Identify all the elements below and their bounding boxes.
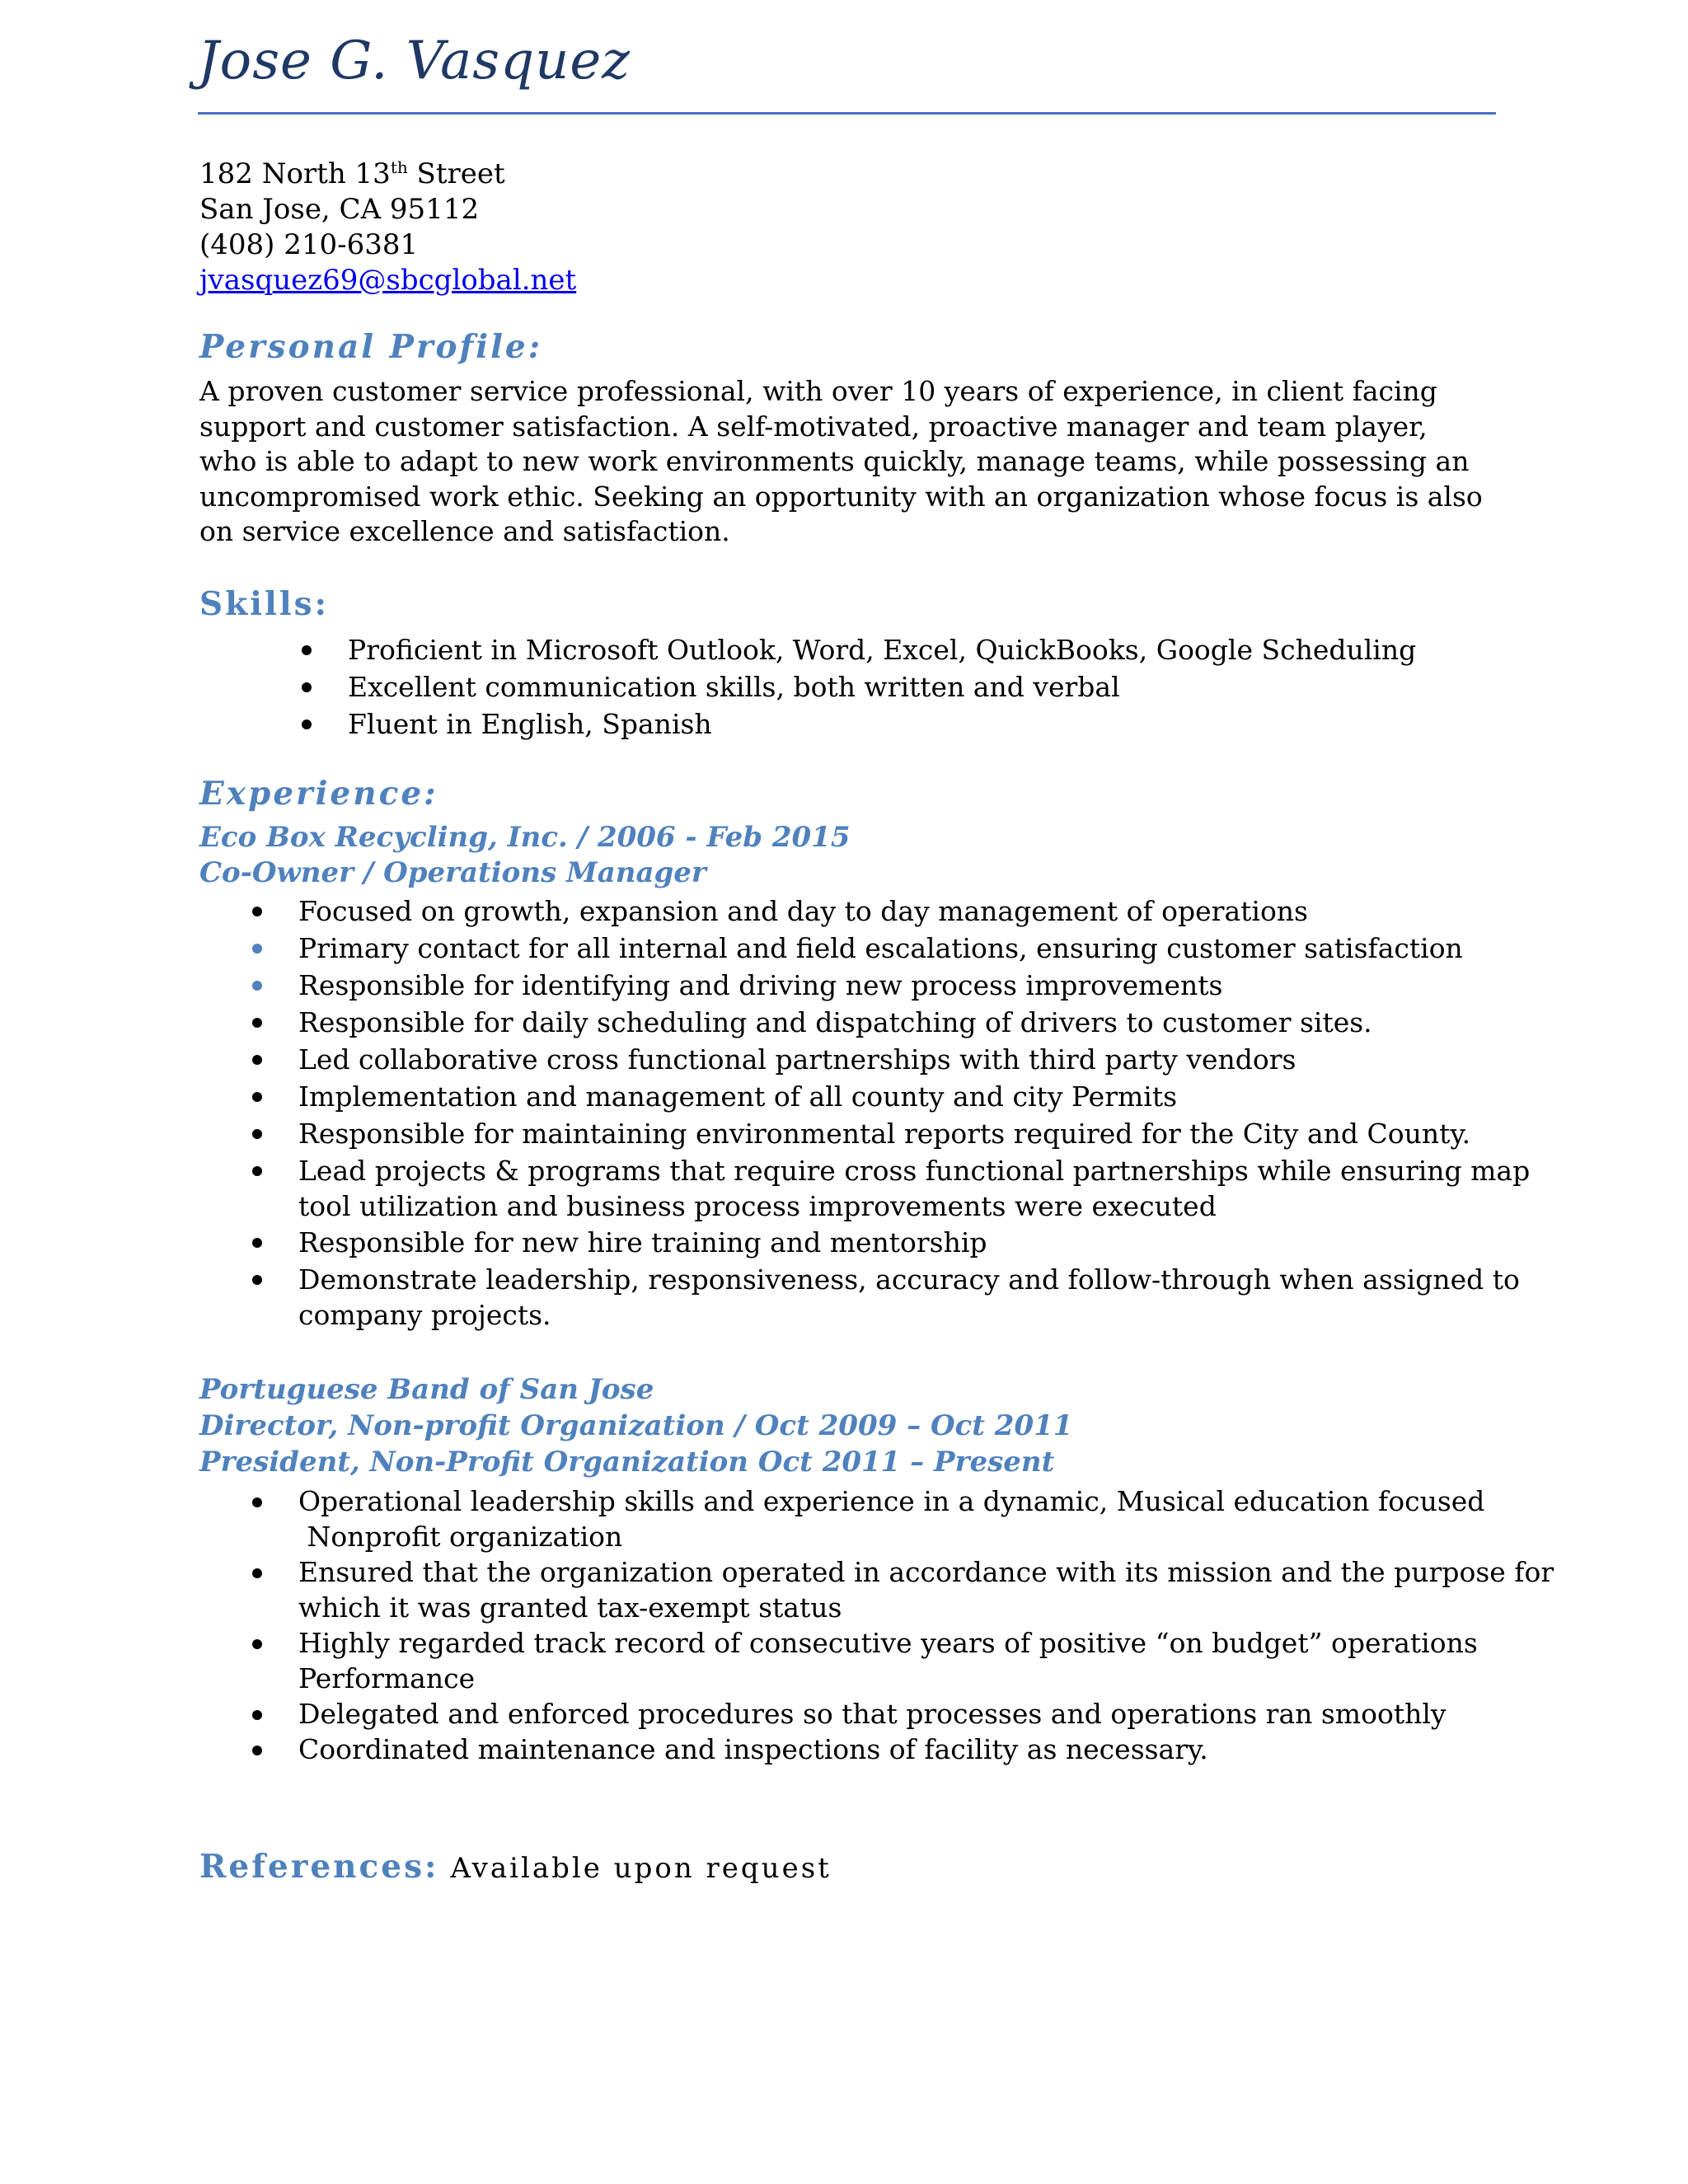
experience-heading: Experience: [199, 775, 438, 813]
list-item: Delegated and enforced procedures so that processes and operations ran smoothly [249, 1696, 1554, 1732]
list-item: Excellent communication skills, both written and verbal [298, 668, 1416, 705]
bullet-dot [252, 1129, 262, 1139]
list-item: Demonstrate leadership, responsiveness, accuracy and follow-through when assigned to company projects. [249, 1261, 1530, 1333]
bullet-dot [252, 1568, 262, 1578]
profile-text: A proven customer service professional, with over 10 years of experience, in client facing support and customer satisfaction. A self-motivated, proactive manager and team player, who is able to adapt to new work environments quickly, manage teams, while possessing an uncompromised work ethic. Seeking an opportunity with an organization whose focus is also on service excellence and satisfaction. [199, 375, 1483, 547]
list-item: Coordinated maintenance and inspections of facility as necessary. [249, 1732, 1554, 1767]
bullet-dot [252, 1639, 262, 1649]
bullet-dot [252, 907, 262, 916]
references-line [199, 1848, 832, 1886]
bullet-dot [252, 1238, 262, 1248]
list-item: Responsible for new hire training and mentorship [249, 1224, 1530, 1261]
bullet-dot [252, 1018, 262, 1028]
bullet-dot [302, 719, 312, 729]
list-item: Highly regarded track record of consecutive years of positive “on budget” operations Performance [249, 1625, 1554, 1696]
list-item: Lead projects & programs that require cross functional partnerships while ensuring map tool utilization and business process improvements were executed [249, 1152, 1530, 1224]
job1-company: Eco Box Recycling, Inc. / 2006 - Feb 2015 [199, 821, 851, 854]
list-item: Responsible for maintaining environmental reports required for the City and County. [249, 1115, 1530, 1152]
bullet-dot [252, 1055, 262, 1065]
list-item: Operational leadership skills and experience in a dynamic, Musical education focused Nonprofit organization [249, 1483, 1554, 1554]
bullet-dot [252, 1746, 262, 1755]
list-item: Ensured that the organization operated in accordance with its mission and the purpose for which it was granted tax-exempt status [249, 1554, 1554, 1625]
bullet-dot [252, 1710, 262, 1720]
contact-city: San Jose, CA 95112 [199, 193, 480, 226]
list-item: Led collaborative cross functional partnerships with third party vendors [249, 1041, 1530, 1078]
job1-duties [249, 893, 1530, 1333]
contact-phone: (408) 210-6381 [199, 228, 419, 261]
job2-role-director: Director, Non-profit Organization / Oct 2009 – Oct 2011 [199, 1409, 1073, 1442]
job2-duties [249, 1483, 1554, 1767]
bullet-dot [252, 944, 262, 954]
bullet-dot [302, 682, 312, 692]
bullet-dot [252, 1166, 262, 1176]
list-item: Proficient in Microsoft Outlook, Word, Excel, QuickBooks, Google Scheduling [298, 631, 1416, 668]
job1-title: Co-Owner / Operations Manager [199, 856, 706, 889]
header-divider [198, 112, 1496, 115]
job2-org: Portuguese Band of San Jose [199, 1373, 654, 1406]
bullet-dot [252, 1275, 262, 1285]
list-item: Primary contact for all internal and field escalations, ensuring customer satisfaction [249, 930, 1530, 967]
bullet-dot [302, 645, 312, 655]
references-value: Available upon request [450, 1852, 832, 1885]
contact-street: 182 North 13th Street [199, 157, 505, 190]
job2-role-president: President, Non-Profit Organization Oct 2011 – Present [199, 1446, 1055, 1479]
candidate-name: Jose G. Vasquez [198, 30, 631, 91]
email-link[interactable]: jvasquez69@sbcglobal.net [199, 264, 577, 297]
skills-heading: Skills: [199, 585, 329, 623]
bullet-dot [252, 1092, 262, 1102]
list-item: Implementation and management of all county and city Permits [249, 1078, 1530, 1115]
references-heading: References: [199, 1848, 439, 1886]
list-item: Focused on growth, expansion and day to day management of operations [249, 893, 1530, 930]
profile-heading: Personal Profile: [199, 328, 543, 366]
list-item: Fluent in English, Spanish [298, 705, 1416, 743]
bullet-dot [252, 1497, 262, 1507]
list-item: Responsible for daily scheduling and dispatching of drivers to customer sites. [249, 1004, 1530, 1041]
contact-block [199, 157, 576, 298]
skills-list [298, 631, 1416, 743]
list-item: Responsible for identifying and driving new process improvements [249, 967, 1530, 1004]
bullet-dot [252, 981, 262, 991]
